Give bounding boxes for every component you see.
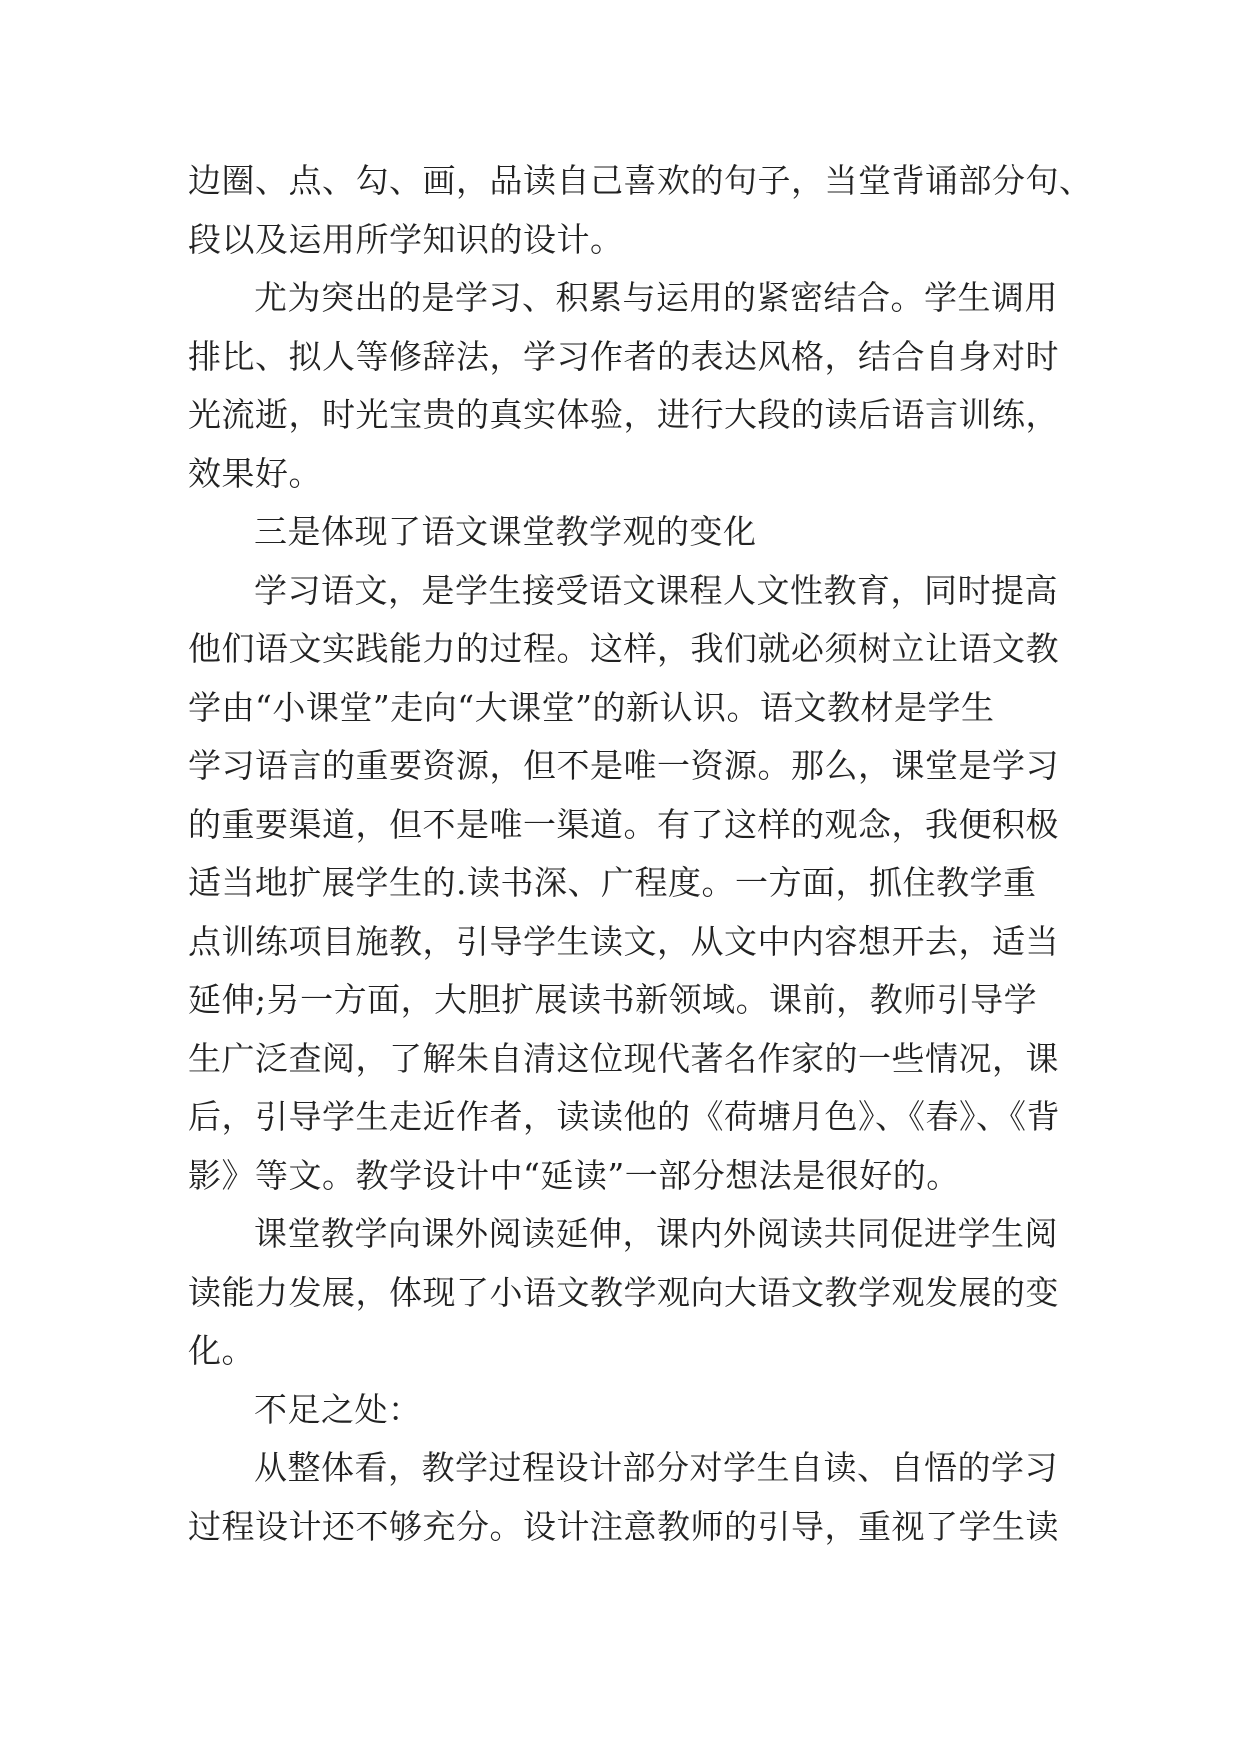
paragraph (188, 269, 1068, 503)
paragraph (188, 503, 1068, 562)
text-line: 影》等文。教学设计中“延读”一部分想法是很好的。 (188, 1155, 960, 1195)
text-line: 效果好。 (188, 453, 322, 493)
text-line: 排比、拟人等修辞法，学习作者的表达风格，结合自身对时 (188, 336, 1059, 376)
text-line: 的重要渠道，但不是唯一渠道。有了这样的观念，我便积极 (188, 804, 1059, 844)
text-line: 后，引导学生走近作者，读读他的《荷塘月色》、《春》、《背 (188, 1097, 1060, 1136)
text-line: 光流逝，时光宝贵的真实体验，进行大段的读后语言训练， (188, 395, 1059, 434)
paragraph (188, 1205, 1068, 1381)
text-line: 边圈、点、勾、画，品读自己喜欢的句子，当堂背诵部分句、 (188, 161, 1093, 200)
text-line: 适当地扩展学生的.读书深、广程度。一方面，抓住教学重 (188, 863, 1037, 902)
text-line: 点训练项目施教，引导学生读文，从文中内容想开去，适当 (188, 921, 1059, 961)
document-body (188, 152, 1093, 1556)
text-line: 课堂教学向课外阅读延伸，课内外阅读共同促进学生阅 (254, 1214, 1058, 1253)
text-line: 他们语文实践能力的过程。这样，我们就必须树立让语文教 (188, 629, 1059, 668)
paragraph (188, 562, 1068, 1206)
paragraph (188, 152, 1093, 269)
text-line: 生广泛查阅，了解朱自清这位现代著名作家的一些情况，课 (188, 1038, 1059, 1078)
paragraph (188, 1381, 1068, 1440)
text-line: 化。 (188, 1331, 255, 1370)
text-line: 学由“小课堂”走向“大课堂”的新认识。语文教材是学生 (188, 687, 995, 727)
text-line: 读能力发展，体现了小语文教学观向大语文教学观发展的变 (188, 1272, 1059, 1312)
text-line: 过程设计还不够充分。设计注意教师的引导，重视了学生读 (188, 1506, 1059, 1546)
text-line: 不足之处： (254, 1389, 422, 1429)
text-line: 学习语文，是学生接受语文课程人文性教育，同时提高 (254, 570, 1058, 610)
text-line: 从整体看，教学过程设计部分对学生自读、自悟的学习 (254, 1448, 1058, 1487)
text-line: 学习语言的重要资源，但不是唯一资源。那么，课堂是学习 (188, 746, 1059, 785)
text-line: 尤为突出的是学习、积累与运用的紧密结合。学生调用 (254, 278, 1058, 317)
text-line: 延伸;另一方面，大胆扩展读书新领域。课前，教师引导学 (188, 980, 1038, 1019)
text-line: 三是体现了语文课堂教学观的变化 (254, 512, 757, 551)
paragraph (188, 1439, 1068, 1556)
text-line: 段以及运用所学知识的设计。 (188, 219, 624, 259)
